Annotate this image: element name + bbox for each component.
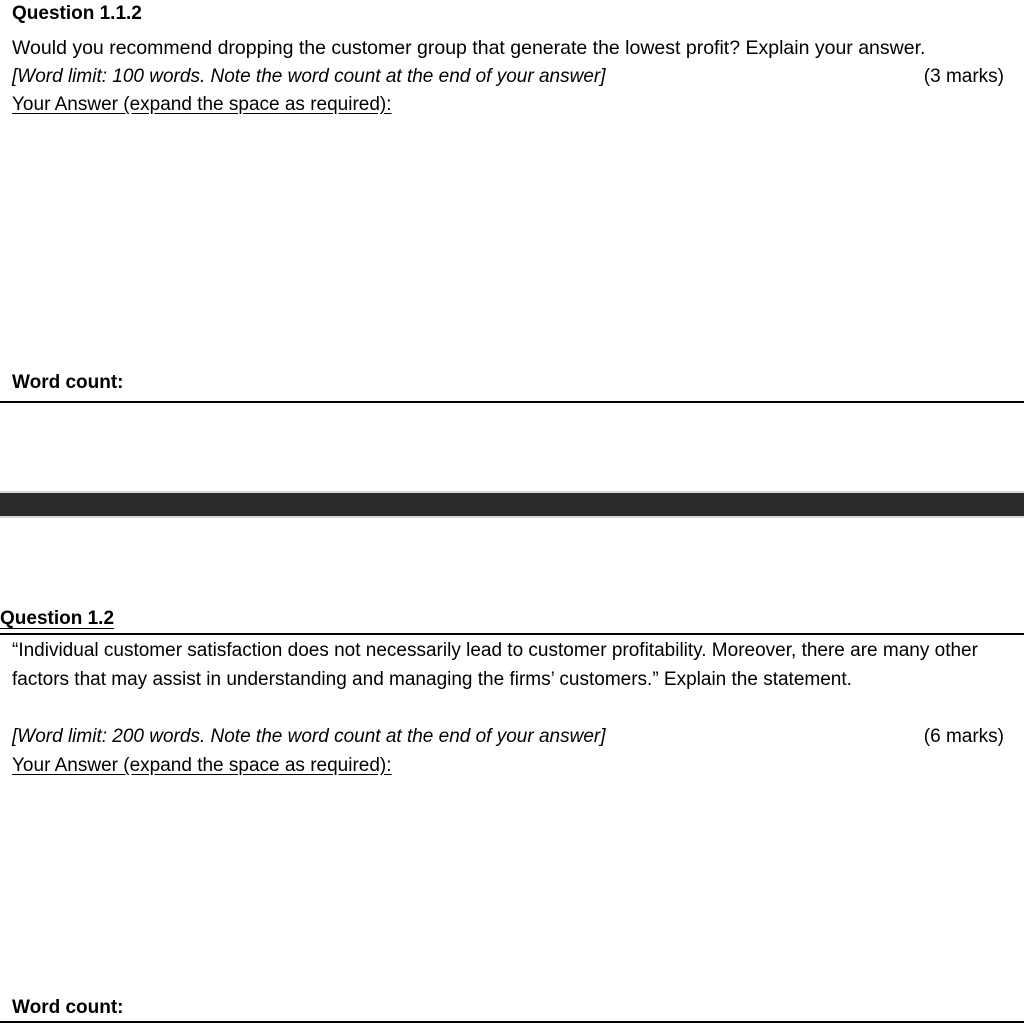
question-1-1-2-word-count-label: Word count:: [12, 372, 124, 393]
question-1-1-2-text: Would you recommend dropping the customer group that generate the lowest profit? Explain your answer.: [12, 37, 926, 59]
question-1-2-bottom-rule: [0, 1021, 1024, 1023]
page-separator: [0, 491, 1024, 518]
question-1-2-top-rule: [0, 633, 1024, 635]
question-1-2-statement: “Individual customer satisfaction does not necessarily lead to customer profitability. Moreover, there are many other factors that may assist in understanding and managing the firms’ customers.” Explain the statement.: [12, 640, 978, 690]
question-1-2-word-limit: [Word limit: 200 words. Note the word count at the end of your answer]: [12, 726, 606, 747]
question-1-2-answer-label: Your Answer (expand the space as required):: [12, 755, 392, 776]
question-1-2-word-count-label: Word count:: [12, 997, 124, 1018]
question-1-2-marks: (6 marks): [923, 726, 1004, 747]
question-1-1-2-bottom-rule: [0, 401, 1024, 403]
question-1-1-2-marks: (3 marks): [923, 66, 1004, 87]
question-1-2-heading: Question 1.2: [0, 608, 115, 629]
question-1-1-2-word-limit: [Word limit: 100 words. Note the word count at the end of your answer]: [12, 66, 606, 87]
question-1-1-2-answer-label: Your Answer (expand the space as required):: [12, 94, 392, 115]
question-1-1-2-heading: Question 1.1.2: [12, 3, 142, 24]
